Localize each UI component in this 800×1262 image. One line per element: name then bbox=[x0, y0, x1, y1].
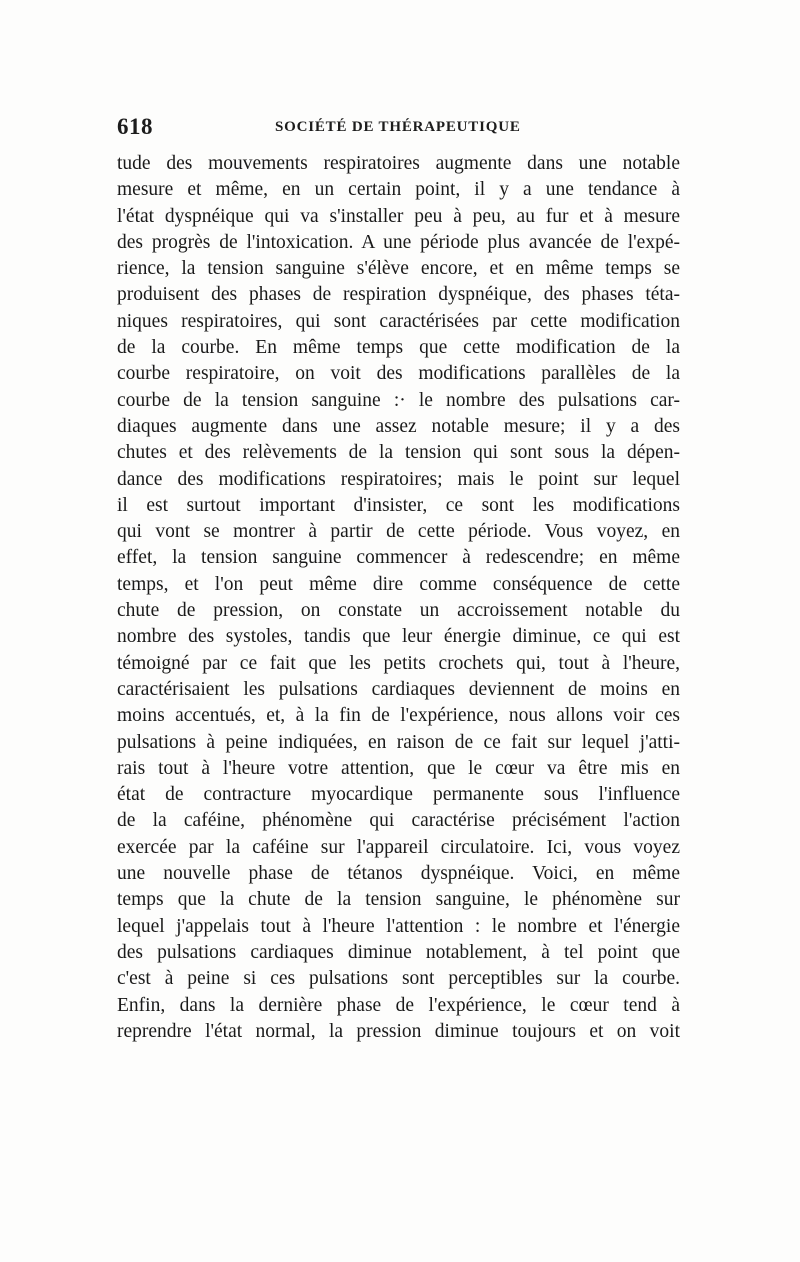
text-line: produisent des phases de respiration dyspnéique, des phases téta- bbox=[117, 284, 680, 306]
text-line: il est surtout important d'insister, ce sont les modifications bbox=[117, 494, 680, 516]
text-line: état de contracture myocardique permanente sous l'influence bbox=[117, 784, 680, 806]
journal-title: SOCIÉTÉ DE THÉRAPEUTIQUE bbox=[275, 119, 521, 135]
text-line: pulsations à peine indiquées, en raison de ce fait sur lequel j'atti- bbox=[117, 731, 680, 753]
text-line: effet, la tension sanguine commencer à redescendre; en même bbox=[117, 547, 680, 569]
text-line: nombre des systoles, tandis que leur énergie diminue, ce qui est bbox=[117, 626, 680, 648]
text-line: qui vont se montrer à partir de cette période. Vous voyez, en bbox=[117, 521, 680, 543]
text-line: c'est à peine si ces pulsations sont perceptibles sur la courbe. bbox=[117, 968, 680, 990]
text-line: l'état dyspnéique qui va s'installer peu à peu, au fur et à mesure bbox=[117, 205, 680, 227]
text-line: rais tout à l'heure votre attention, que le cœur va être mis en bbox=[117, 757, 680, 779]
text-line: des progrès de l'intoxication. A une période plus avancée de l'expé- bbox=[117, 231, 680, 253]
text-line: moins accentués, et, à la fin de l'expérience, nous allons voir ces bbox=[117, 705, 680, 727]
text-line: des pulsations cardiaques diminue notablement, à tel point que bbox=[117, 941, 680, 963]
text-line: dance des modifications respiratoires; mais le point sur lequel bbox=[117, 468, 680, 490]
text-line: témoigné par ce fait que les petits crochets qui, tout à l'heure, bbox=[117, 652, 680, 674]
text-line: de la caféine, phénomène qui caractérise précisément l'action bbox=[117, 810, 680, 832]
text-line: chute de pression, on constate un accroissement notable du bbox=[117, 600, 680, 622]
text-line: caractérisaient les pulsations cardiaques deviennent de moins en bbox=[117, 678, 680, 700]
text-line: exercée par la caféine sur l'appareil circulatoire. Ici, vous voyez bbox=[117, 836, 680, 858]
text-line: courbe de la tension sanguine :· le nombre des pulsations car- bbox=[117, 389, 680, 411]
text-line: de la courbe. En même temps que cette modification de la bbox=[117, 337, 680, 359]
body-paragraph bbox=[117, 151, 680, 1045]
running-head bbox=[117, 114, 680, 144]
text-line: lequel j'appelais tout à l'heure l'attention : le nombre et l'énergie bbox=[117, 915, 680, 937]
text-line: tude des mouvements respiratoires augmente dans une notable bbox=[117, 153, 680, 174]
text-line: diaques augmente dans une assez notable mesure; il y a des bbox=[117, 415, 680, 437]
page-number: 618 bbox=[117, 114, 153, 139]
text-line: courbe respiratoire, on voit des modifications parallèles de la bbox=[117, 363, 680, 385]
text-line: une nouvelle phase de tétanos dyspnéique. Voici, en même bbox=[117, 863, 680, 885]
text-line: rience, la tension sanguine s'élève encore, et en même temps se bbox=[117, 258, 680, 280]
text-line: Enfin, dans la dernière phase de l'expérience, le cœur tend à bbox=[117, 994, 680, 1016]
text-line: chutes et des relèvements de la tension qui sont sous la dépen- bbox=[117, 442, 680, 464]
text-line: niques respiratoires, qui sont caractérisées par cette modification bbox=[117, 310, 680, 332]
text-line: mesure et même, en un certain point, il y a une tendance à bbox=[117, 179, 680, 201]
text-line: temps que la chute de la tension sanguine, le phénomène sur bbox=[117, 889, 680, 911]
text-line: temps, et l'on peut même dire comme conséquence de cette bbox=[117, 573, 680, 595]
text-line: reprendre l'état normal, la pression diminue toujours et on voit bbox=[117, 1020, 680, 1042]
